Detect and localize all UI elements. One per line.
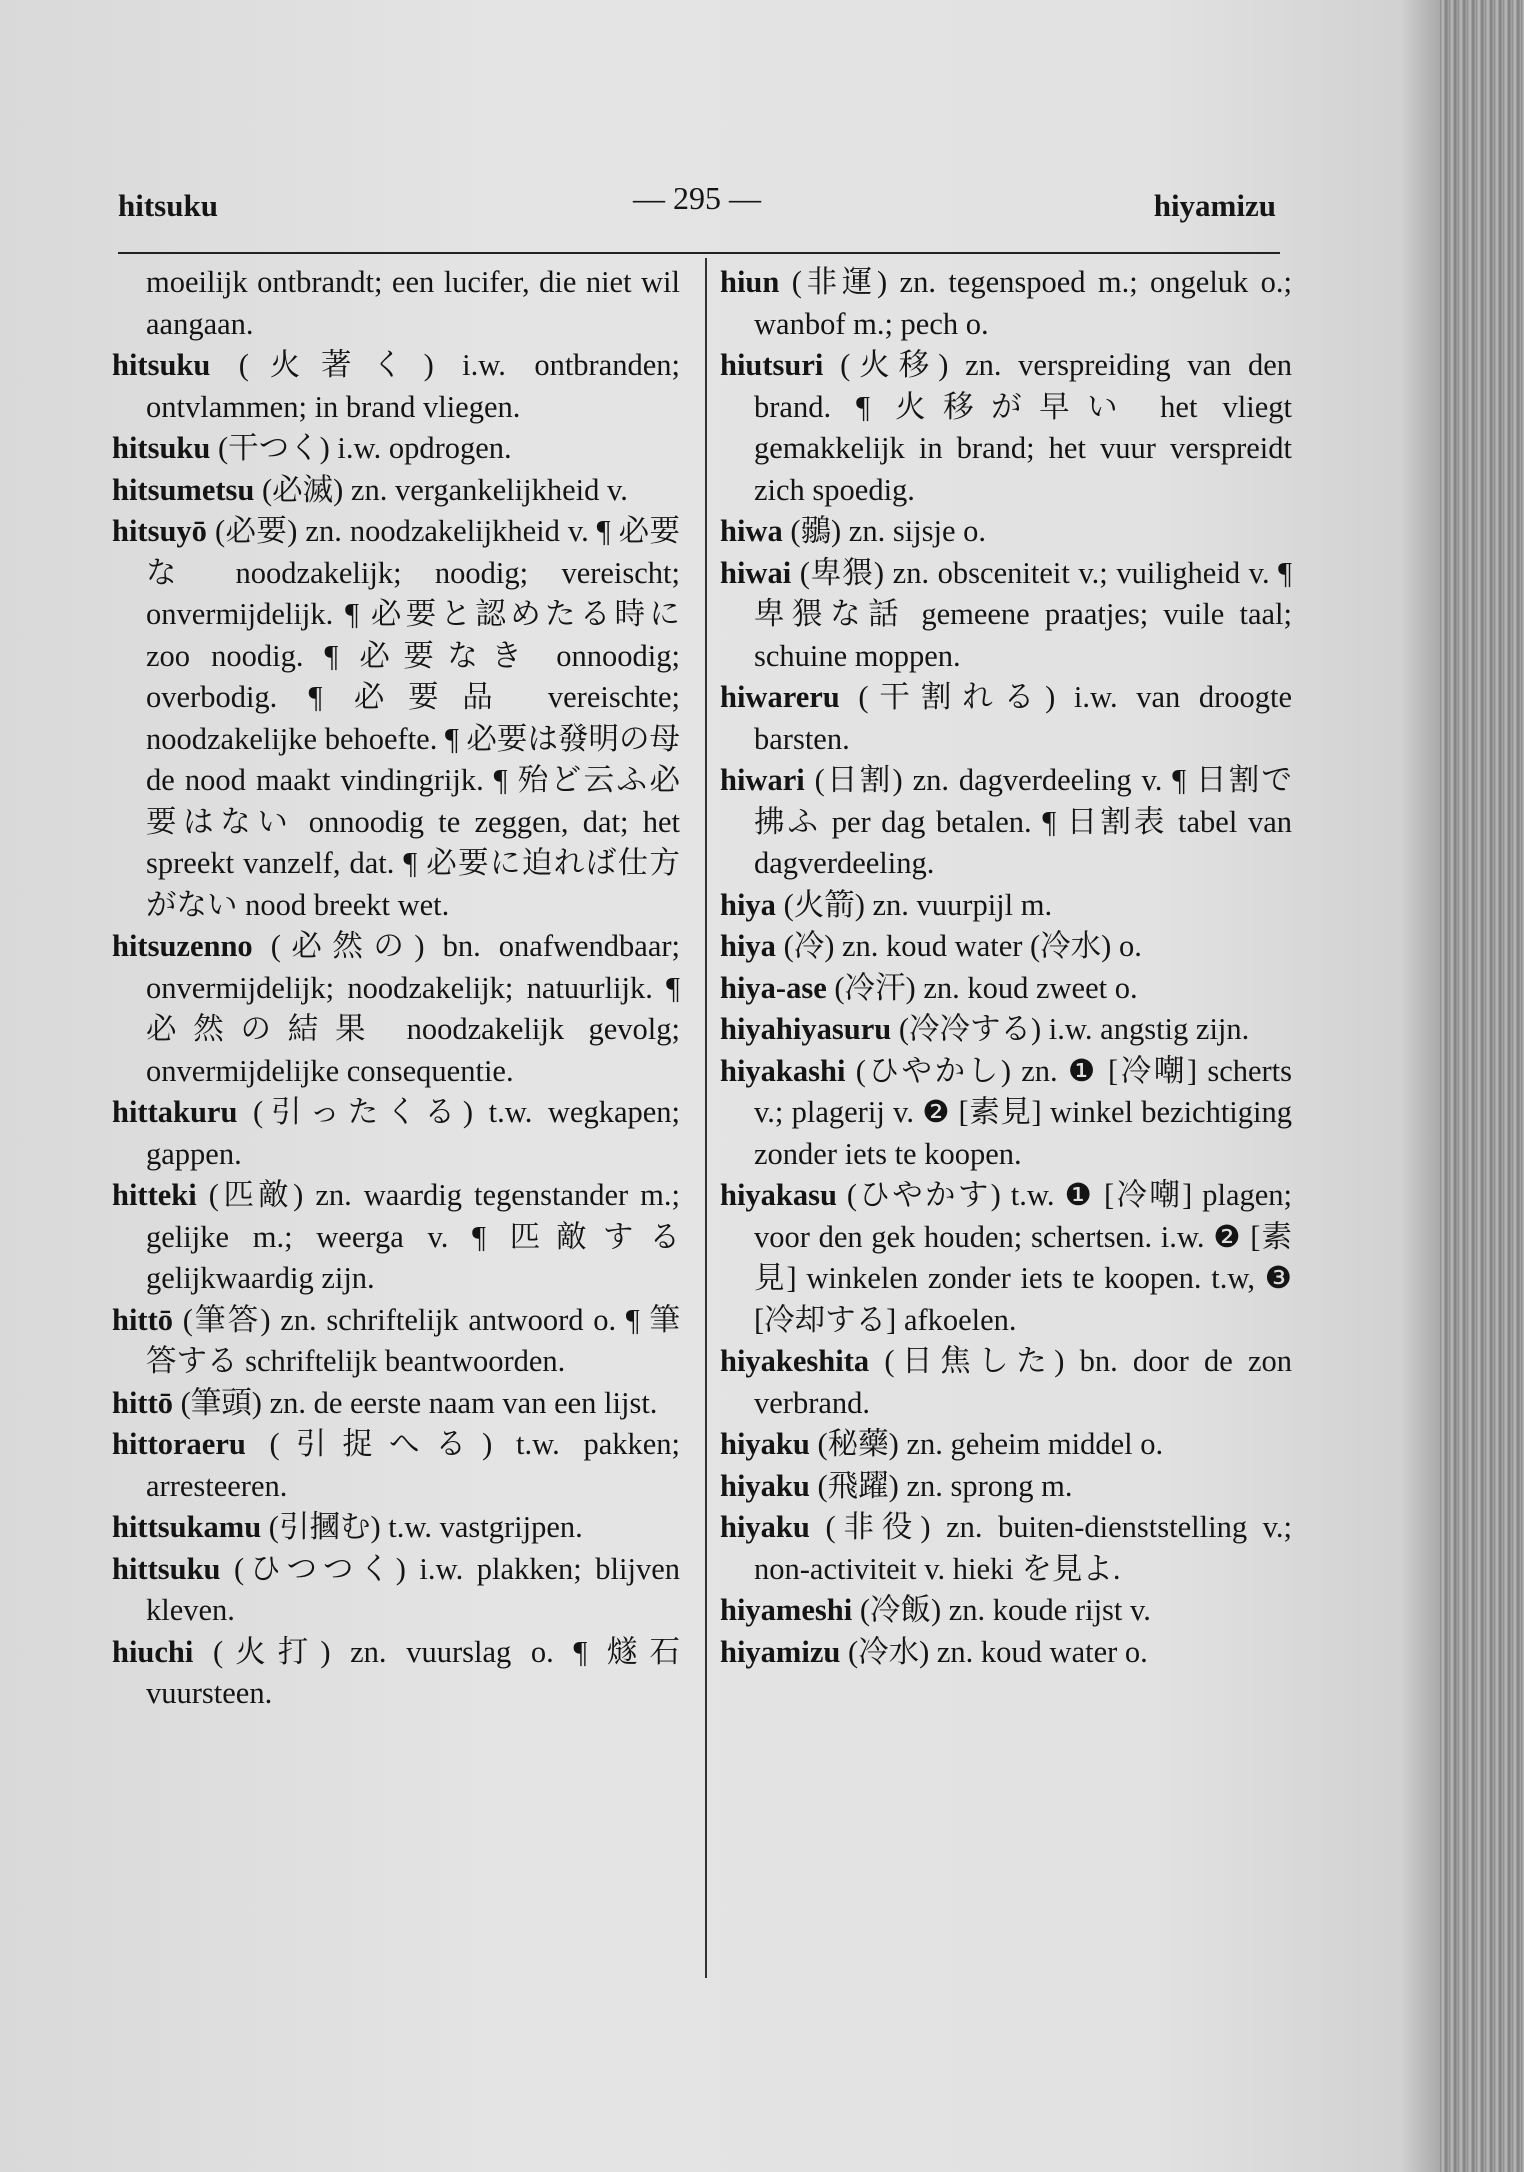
book-page-edges: [1440, 0, 1524, 2172]
dictionary-entry: [112, 1383, 680, 1425]
dictionary-entry: [720, 1507, 1292, 1590]
headword: hiuchi: [112, 1634, 194, 1669]
headword: hiun: [720, 265, 780, 299]
definition: (飛躍) zn. sprong m.: [817, 1468, 1073, 1503]
dictionary-entry: [112, 1300, 680, 1383]
headword: hiya: [720, 887, 776, 922]
dictionary-entry: [720, 926, 1292, 968]
headword: hiyakasu: [720, 1178, 837, 1212]
definition: (冷汗) zn. koud zweet o.: [834, 970, 1138, 1005]
headword: hitteki: [112, 1178, 197, 1212]
dictionary-entry: [720, 345, 1292, 511]
dictionary-entry: [720, 1341, 1292, 1424]
definition: (引ったくる) t.w. wegkapen; gappen.: [146, 1095, 680, 1171]
headword: hiyamizu: [720, 1634, 841, 1669]
right-column: [720, 262, 1292, 1673]
definition: (火打) zn. vuurslag o. ¶ 燧石 vuursteen.: [146, 1634, 680, 1710]
header-last-word: hiyamizu: [1153, 188, 1276, 223]
header-first-word: hitsuku: [118, 188, 218, 223]
dictionary-entry: [720, 1175, 1292, 1341]
definition: (ひやかし) zn. ❶ [冷嘲] scherts v.; plagerij v. ❷ [素見] winkel bezichtiging zonder iets te koopen.: [754, 1053, 1293, 1171]
definition: (日割) zn. dagverdeeling v. ¶ 日割で拂ふ per dag betalen. ¶ 日割表 tabel van dagverdeeling.: [754, 763, 1293, 880]
left-column: [112, 262, 680, 1715]
headword: hitsuku: [112, 348, 211, 382]
dictionary-entry: [112, 1507, 680, 1549]
definition: (ひやかす) t.w. ❶ [冷嘲] plagen; voor den gek houden; schertsen. i.w. ❷ [素見] winkelen zonder iets te koopen. t.w, ❸ [冷却する] afkoelen.: [754, 1178, 1292, 1337]
definition: (ひつつく) i.w. plakken; blijven kleven.: [146, 1551, 680, 1627]
definition: (冷水) zn. koud water o.: [847, 1634, 1148, 1669]
dictionary-entry: [720, 553, 1292, 678]
dictionary-entry: [720, 885, 1292, 927]
definition: (非役) zn. buiten-dienststelling v.; non-activiteit v. hieki を見よ.: [754, 1510, 1292, 1586]
dictionary-entry: [720, 511, 1292, 553]
definition: (冷) zn. koud water (冷水) o.: [783, 929, 1142, 963]
dictionary-entry: [112, 926, 680, 1092]
column-divider: [705, 258, 707, 1978]
definition: (非運) zn. tegenspoed m.; ongeluk o.; wanbof m.; pech o.: [754, 265, 1293, 341]
dictionary-entry: [112, 511, 680, 926]
dictionary-entry: [720, 1424, 1292, 1466]
definition: (干つく) i.w. opdrogen.: [217, 431, 512, 465]
headword: hiwareru: [720, 680, 840, 714]
headword: hiyameshi: [720, 1593, 853, 1627]
definition: (引摑む) t.w. vastgrijpen.: [268, 1510, 583, 1544]
dictionary-entry: [112, 1549, 680, 1632]
definition: (日焦した) bn. door de zon verbrand.: [754, 1344, 1293, 1420]
definition: (干割れる) i.w. van droogte barsten.: [754, 680, 1293, 756]
dictionary-entry: [112, 262, 680, 345]
definition: (火箭) zn. vuurpijl m.: [783, 887, 1053, 922]
headword: hitsuyō: [112, 514, 207, 548]
dictionary-entry: [720, 1009, 1292, 1051]
dictionary-entry: [112, 428, 680, 470]
headword: hiutsuri: [720, 348, 824, 382]
headword: hiyaku: [720, 1468, 810, 1503]
dictionary-entry: [112, 1092, 680, 1175]
dictionary-entry: [720, 262, 1292, 345]
dictionary-entry: [112, 1424, 680, 1507]
dictionary-entry: [112, 1632, 680, 1715]
definition: (必要) zn. noodzakelijkheid v. ¶ 必要な noodzakelijk; noodig; vereischt; onvermijdelijk. ¶ 必要と認めたる時に zoo noodig. ¶ 必要なき onnoodig; overbodig. ¶ 必要品 vereischte; noodzakelijke behoefte. ¶ 必要は發明の母 de nood maakt vindingrijk. ¶ 殆ど云ふ必要はない onnoodig te zeggen, dat; het spreekt vanzelf, dat. ¶ 必要に迫れば仕方がない nood breekt wet.: [146, 514, 680, 922]
headword: hittō: [112, 1385, 173, 1420]
headword: hiwa: [720, 514, 783, 548]
headword: hiya-ase: [720, 970, 827, 1005]
headword: hitsuku: [112, 431, 211, 465]
headword: hitsumetsu: [112, 472, 255, 507]
running-header: [118, 180, 1276, 230]
definition: moeilijk ontbrandt; een lucifer, die niet wil aangaan.: [146, 265, 680, 341]
header-rule: [118, 252, 1280, 254]
page-gutter-shadow: [1400, 0, 1440, 2172]
definition: (秘藥) zn. geheim middel o.: [817, 1427, 1164, 1461]
page-number: — 295 —: [633, 180, 761, 216]
headword: hittsuku: [112, 1551, 221, 1586]
dictionary-entry: [720, 760, 1292, 885]
dictionary-entry: [720, 1632, 1292, 1674]
definition: (鶸) zn. sijsje o.: [790, 514, 987, 548]
headword: hittō: [112, 1302, 173, 1337]
dictionary-entry: [112, 470, 680, 512]
definition: (匹敵) zn. waardig tegenstander m.; gelijke m.; weerga v. ¶ 匹敵する gelijkwaardig zijn.: [146, 1178, 680, 1295]
definition: (筆答) zn. schriftelijk antwoord o. ¶ 筆答する schriftelijk beantwoorden.: [146, 1302, 680, 1378]
headword: hittsukamu: [112, 1510, 262, 1544]
definition: (必滅) zn. vergankelijkheid v.: [261, 472, 628, 507]
definition: (冷冷する) i.w. angstig zijn.: [898, 1012, 1250, 1046]
definition: (火著く) i.w. ontbranden; ontvlammen; in brand vliegen.: [146, 348, 681, 424]
dictionary-entry: [720, 1051, 1292, 1176]
headword: hiyaku: [720, 1510, 810, 1544]
dictionary-entry: [720, 1590, 1292, 1632]
definition: (冷飯) zn. koude rijst v.: [859, 1593, 1151, 1627]
headword: hiya: [720, 929, 776, 963]
definition: (必然の) bn. onafwendbaar; onvermijdelijk; noodzakelijk; natuurlijk. ¶ 必然の結果 noodzakelijk gevolg; onvermijdelijke consequentie.: [146, 929, 680, 1088]
definition: (火移) zn. verspreiding van den brand. ¶ 火移が早い het vliegt gemakkelijk in brand; het vuur verspreidt zich spoedig.: [754, 348, 1292, 507]
headword: hiwai: [720, 555, 792, 590]
definition: (筆頭) zn. de eerste naam van een lijst.: [180, 1385, 658, 1420]
headword: hiyakashi: [720, 1053, 846, 1088]
headword: hiwari: [720, 763, 805, 797]
headword: hittakuru: [112, 1095, 238, 1129]
headword: hittoraeru: [112, 1427, 246, 1461]
dictionary-entry: [720, 968, 1292, 1010]
definition: (卑猥) zn. obsceniteit v.; vuiligheid v. ¶ 卑猥な話 gemeene praatjes; vuile taal; schuine moppen.: [754, 555, 1292, 673]
definition: (引捉へる) t.w. pakken; arresteeren.: [146, 1427, 681, 1503]
dictionary-entry: [112, 1175, 680, 1300]
dictionary-entry: [720, 1466, 1292, 1508]
dictionary-entry: [720, 677, 1292, 760]
headword: hiyakeshita: [720, 1344, 870, 1378]
headword: hiyaku: [720, 1427, 810, 1461]
dictionary-entry: [112, 345, 680, 428]
headword: hiyahiyasuru: [720, 1012, 892, 1046]
headword: hitsuzenno: [112, 929, 253, 963]
